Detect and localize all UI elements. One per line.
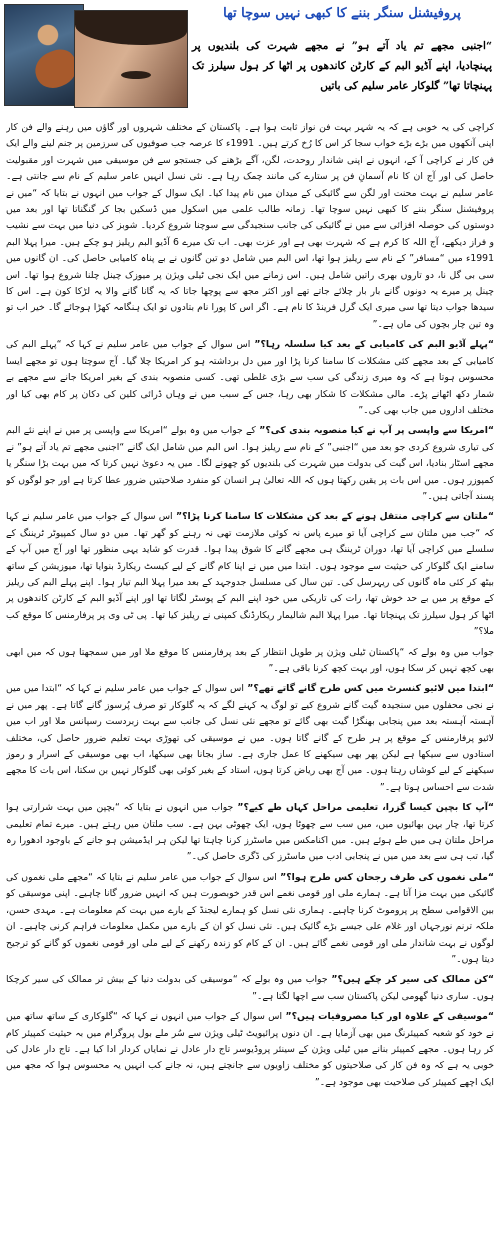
paragraph-text: جواب میں انہوں نے بتایا کہ “بچپن میں بہت شرارتی ہوا کرتا تھا، چار بہن بھائیوں میں، میں سب سے چھوٹا ہوں، ایک چھوٹی بہن ہے۔ سب ملتان میں رہتے ہیں۔ میرے تمام تعلیمی مراحل ملتان ہی میں طے ہوئے ہیں۔ میں اکنامکس میں ماسٹرز کرنا چاہتا تھا لیکن ہر ایڈمیشن ہو جانے کے باوجود ادھورا رہ گیا، تب ہی سے بعد میں میں نے پنجابی ادب میں ماسٹرز کی ڈگری حاصل کی۔” <box>6 802 494 863</box>
article-paragraph <box>6 681 494 796</box>
interview-question: “ملتان سے کراچی منتقل ہونے کے بعد کن مشکلات کا سامنا کرنا پڑا؟” <box>172 511 494 523</box>
article-paragraph <box>6 1009 494 1091</box>
portrait-hair-shape <box>75 11 187 45</box>
article-paragraph <box>6 645 494 678</box>
article-header <box>0 0 500 116</box>
interview-question: “کن ممالک کی سیر کر چکے ہیں؟” <box>327 974 494 986</box>
article-paragraph <box>6 337 494 419</box>
paragraph-text: اس سوال کے جواب میں عامر سلیم نے کہا کہ “جب میں ملتان سے کراچی آیا تو میرے پاس نہ کوئی ملازمت تھی نہ رہنے کو گھر تھا۔ میں دو سال کمپیوٹر ٹریننگ کے سلسلے میں کراچی آیا تھا، دوران ٹریننگ ہی مجھے گانے کا شوق پیدا ہوا۔ قدرت کو شاید یہی منظور تھا اور آج میں آپ کے سامنے ایک گلوکار کی حیثیت سے موجود ہوں۔ ابتدا میں میں نے اپنا کام گانے کے لیے کیسٹ ریکارڈ بنوایا تھا، میوزیشن کے ساتھ بیٹھ کر کئی ماہ گانوں کی ریہرسل کی۔ تین سال کی مسلسل جدوجہد کے بعد میرا پہلا البم تیار ہوا۔ اپنے پہلے البم کی ریلیز کے موقع پر میں بے حد خوش تھا، رات کی تاریکی میں خود اپنے البم کے پوسٹر لگاتا تھا اور اپنے آڈیو البم کے کارٹن کاندھوں پر اٹھا کر ہول سیلرز تک پہنچاتا تھا۔ میرا پہلا البم شالیمار ریکارڈنگ کمپنی نے ریلیز کیا تھا۔ پی ٹی وی پر پرفارمنس کا موقع کب ملا؟” <box>6 511 494 638</box>
paragraph-text: کے جواب میں وہ بولے “امریکا سے واپسی پر میں نے اپنے نئے البم کی تیاری شروع کردی جو بعد میں “اجنبی” کے نام سے ریلیز ہوا۔ اس البم میں شامل ایک گانے “اجنبی مجھے تم یاد آتے ہو” نے مجھے اسٹار بنادیا، اس گیت کی بدولت میں شہرت کی بلندیوں کو چھونے لگا۔ میں یہ دعویٰ نہیں کرتا کہ میں بہت بڑا سنگر یا کمپوزر ہوں۔ میں اس بات پر یقین رکھتا ہوں کہ اللہ تعالیٰ ہر انسان کو منفرد صلاحیتیں ضرور عطا کرتا ہے اور جو لوگوں کو پسند آجاتی ہیں۔” <box>6 425 494 502</box>
article-title: پروفیشنل سنگر بننے کا کبھی نہیں سوچا تھا <box>223 6 461 21</box>
interview-question: “امریکا سے واپسی پر آپ نے کیا منصوبہ بندی کی؟” <box>255 425 494 437</box>
interview-question: “پہلے آڈیو البم کی کامیابی کے بعد کیا سلسلہ رہا؟” <box>250 339 494 351</box>
paragraph-text: اس سوال کے جواب میں عامر سلیم نے کہا کہ “ابتدا میں میں نے نجی محفلوں میں سنجیدہ گیت گانے شروع کیے تو لوگ یہ کہنے لگے کہ یہ گلوکار تو صرف پُرسوز گانے گاتا ہے۔ پھر میں نے آہستہ آہستہ بعد میں پنجابی بھنگڑا گیت بھی گائے تو مجھے نئی نسل کی جانب سے بہت زبردست رسپانس ملا اور اب میں لائیو پرفارمنس کے موقع پر ہر طرح کے گانے گاتا ہوں۔ میں نے موسیقی کی تھوڑی بہت تعلیم ضرور حاصل کی، مختلف استادوں سے سیکھا ہے لیکن پھر بھی سیکھنے کا عمل جاری ہے۔ ساز بجانا بھی سیکھا، اب بھی موسیقی کے اسرار و رموز سیکھنے کے لیے کوشاں رہتا ہوں۔ میں آج بھی ریاض کرتا ہوں، استاد کے بغیر کوئی بھی گلوکار نہیں بن سکتا، اس بات کا مجھے شدت سے احساس ہوتا ہے۔” <box>6 683 494 793</box>
article-paragraph <box>6 800 494 866</box>
singer-photos <box>4 4 190 108</box>
paragraph-text: کراچی کی یہ خوبی ہے کہ یہ شہر بہت فن نواز ثابت ہوا ہے۔ پاکستان کے مختلف شہروں اور گاؤں میں رہنے والے فن کار اپنی آنکھوں میں بڑے بڑے خواب سجا کر اس کا رُخ کرتے ہیں۔ 1991ء کا عرصہ جب صوفیوں کی سرزمین پر جنم لینے والے ایک فن کار نے کراچی آ کے، انہوں نے اپنی شاندار روحدت، لگن، آگے بڑھنے کی جستجو سے فن موسیقی میں شہرت اور مقبولیت حاصل کی اور آج ان کا نام آسمانِ فن پر ستارے کی مانند چمک رہا ہے۔ نئی نسل انہیں عامر سلیم کے نام سے جانتی ہے۔ عامر سلیم نے بہت محنت اور لگن سے گائیکی کے میدان میں نام پیدا کیا۔ ایک سوال کے جواب میں انہوں نے بتایا کہ “میں نے پروفیشنل سنگر بننے کا کبھی نہیں سوچا تھا۔ زمانہ طالب علمی میں اسکول میں ڈسکیں بجا کر گنگناتا تھا اور بعد میں دوستوں کی حوصلہ افزائی سے میں نے گائیکی کی جانب سنجیدگی سے سوچنا شروع کردیا۔ شوبز کی دنیا میں بہت سے نشیب و فراز دیکھے، آج اللہ کا کرم ہے کہ شہرت بھی ہے اور عزت بھی۔ اب تک میرے 6 آڈیو البم ریلیز ہو چکے ہیں۔ میرا پہلا البم 1991ء میں “مسافر” کے نام سے ریلیز ہوا تھا، اس البم میں شامل دو تین گانوں نے بے پناہ کامیابی حاصل کی۔ ان گانوں میں سی بی گل نا، دو تاروں بھری راتیں شامل ہیں۔ اس زمانے میں ایک نجی ٹیلی ویژن پر میوزک چینل چلنا شروع ہوا تھا۔ اس چینل پر میرے یہ دونوں گانے بار بار چلائے جاتے تھے اور اکثر مجھ سے پوچھا جاتا کہ یہ گانا گانے والا یہ لڑکا کون ہے۔ اس کا سیدھا جواب دیتا تھا سی میری ایک گرل فرینڈ کا نام ہے۔ اگر اس کا پورا نام بتادوں تو ایک ہنگامہ کھڑا ہوجائے گا۔ خیر اب تو وہ تین چار بچوں کی ماں ہے۔” <box>6 122 494 330</box>
article-paragraph <box>6 509 494 640</box>
paragraph-text: جواب میں وہ بولے کہ “پاکستان ٹیلی ویژن پر طویل انتظار کے بعد پرفارمنس کا موقع ملا اور میں سمجھتا ہوں کہ میں ابھی بھی کچھ نہیں کر سکا ہوں، اور بہت کچھ کرنا باقی ہے۔” <box>6 646 494 674</box>
interview-question: “آپ کا بچپن کیسا گزرا، تعلیمی مراحل کہاں طے کیے؟” <box>233 802 494 814</box>
singer-photo-portrait <box>74 10 188 108</box>
interview-question: “موسیقی کے علاوہ اور کیا مصروفیات ہیں؟” <box>282 1011 494 1023</box>
paragraph-text: اس سوال کے جواب میں عامر سلیم نے کہا کہ “پہلے البم کی کامیابی کے بعد مجھے کئی مشکلات کا سامنا کرنا پڑا اور میں دل برداشتہ ہو کر امریکا چلا گیا۔ آج سوچتا ہوں تو مجھے ایسا محسوس ہوتا ہے کہ وہ میری زندگی کی سب سے بڑی غلطی تھی۔ کسی منصوبہ بندی کے بغیر امریکا جانے سے مجھے بے شمار دکھ اٹھانے پڑے۔ مالی مشکلات کا شکار بھی رہا، جس کے سبب میں نے وہاں ڈرائی کلین کی دکان پر کام بھی کیا اور مختلف اداروں میں جاب بھی کی۔” <box>6 339 494 416</box>
singer-photo-guitar <box>4 4 84 106</box>
interview-question: “ابتدا میں لائیو کنسرٹ میں کس طرح گانے گاتے تھے؟” <box>243 683 494 695</box>
paragraph-text: اس سوال کے جواب میں انہوں نے کہا کہ “گلوکاری کے ساتھ ساتھ میں نے خود کو شعبہ کمپیئرنگ میں بھی آزمایا ہے۔ ان دنوں پرائیویٹ ٹیلی ویژن سے سُر ملے بول پروگرام میں بہ حیثیت کمپیئر کام کر رہا ہوں۔ مجھے کمپیئر بنانے میں ٹیلی ویژن کے سینئر پروڈیوسر تاج دار عادل نے نمایاں کردار ادا کیا ہے۔ تاج دار عادل کی خوبی یہ ہے کہ وہ فن کار کی صلاحیتوں کو مختلف زاویوں سے جانچتے ہیں، نہ جانے کب انہیں یہ محسوس ہوا کہ مجھ میں ایک اچھے کمپیئر کی صلاحیت بھی موجود ہے۔” <box>6 1011 494 1088</box>
portrait-mustache-shape <box>121 71 151 79</box>
interview-question: “ملی نغموں کی طرف رجحان کس طرح ہوا؟” <box>276 871 494 883</box>
article-body <box>6 120 494 1230</box>
paragraph-text: اس سوال کے جواب میں عامر سلیم نے بتایا کہ “مجھے ملی نغموں کی گائیکی میں بہت مزا آتا ہے۔ ہمارے ملی اور قومی نغمے اس قدر خوبصورت ہیں کہ انہیں ضرور گانا چاہیے۔ اپنی موسیقی کو بین الاقوامی سطح پر پروموٹ کرنا چاہیے۔ ہماری نئی نسل کو ہمارے لیجنڈ کے بارے میں بہت کم معلومات ہے۔ مہدی حسن، ملکہ ترنم نورجہاں اور غلام علی جیسے بڑے گائیک ہیں۔ نئی نسل کو ان کے بارے میں مکمل معلومات فراہم کرنی چاہیے۔ ان لوگوں نے بہت شاندار ملی اور قومی نغمے گائے ہیں۔ ان کے کام کو زندہ رکھنے کے لیے ملی اور قومی نغموں کو گانے کو ترجیح دیتا ہوں۔” <box>6 871 494 965</box>
article-paragraph <box>6 423 494 505</box>
paragraph-text: جواب میں وہ بولے کہ “موسیقی کی بدولت دنیا کے بیش تر ممالک کی سیر کرچکا ہوں۔ ساری دنیا گھومی لیکن پاکستان سب سے اچھا لگتا ہے۔” <box>6 974 494 1002</box>
article-lead: “اجنبی مجھے تم یاد آتے ہو” نے مجھے شہرت کی بلندیوں پر پہنچادیا، اپنے آڈیو البم کے کارٹن کاندھوں پر اٹھا کر ہول سیلرز تک پہنچاتا تھا” گلوکار عامر سلیم کی باتیں <box>192 40 492 92</box>
article-paragraph <box>6 870 494 968</box>
article-paragraph <box>6 120 494 333</box>
article-paragraph <box>6 972 494 1005</box>
